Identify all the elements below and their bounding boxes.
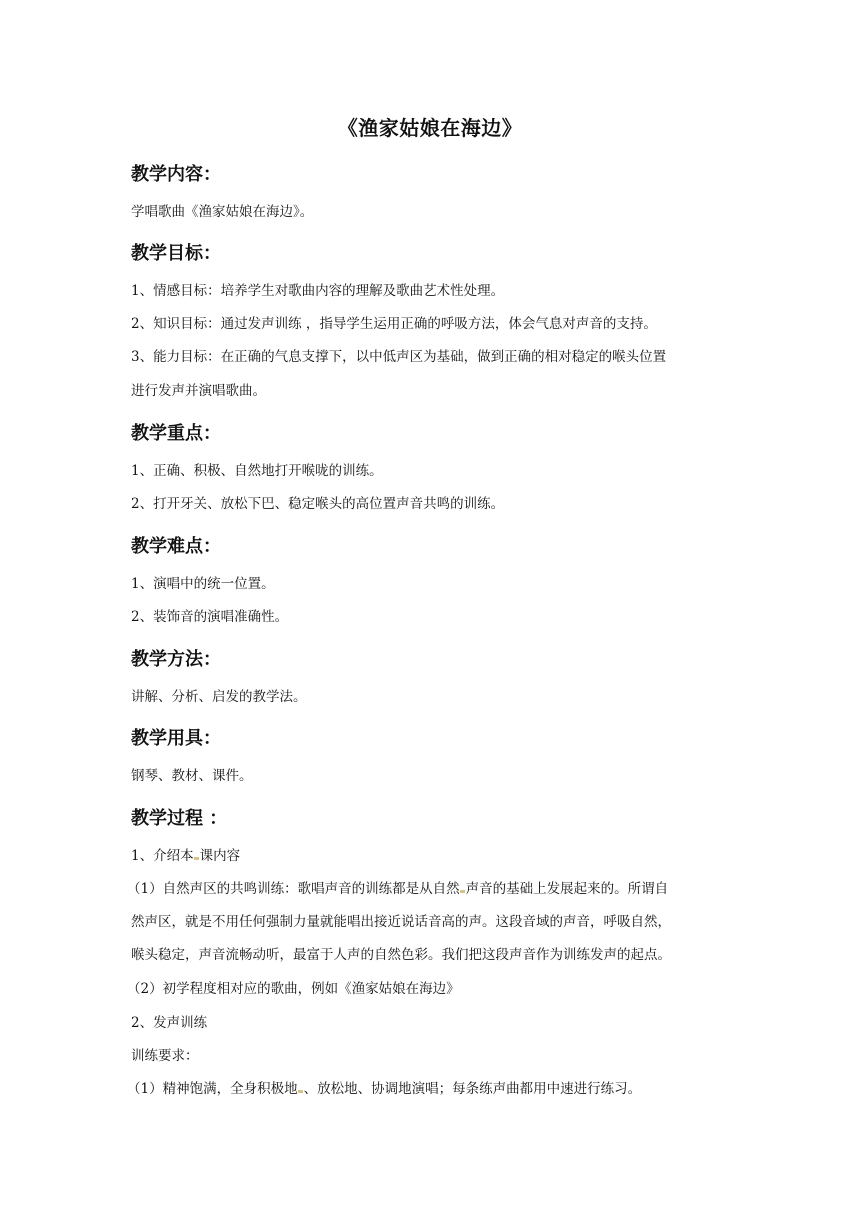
process-para-2: （2）初学程度相对应的歌曲，例如《渔家姑娘在海边》 xyxy=(127,981,460,997)
requirement-line-1-text-a: （1）精神饱满，全身积极地 xyxy=(127,1081,298,1097)
process-para-1-text-a: （1）自然声区的共鸣训练：歌唱声音的训练都是从自然 xyxy=(127,881,460,897)
section-heading-tools: 教学用具： xyxy=(131,728,221,749)
goal-line-3-continued: 进行发声并演唱歌曲。 xyxy=(131,383,266,399)
section-heading-key-points: 教学重点： xyxy=(131,423,221,444)
process-step-1-text-a: 1、介绍本 xyxy=(131,848,194,864)
key-point-line-2: 2、打开牙关、放松下巴、稳定喉头的高位置声音共鸣的训练。 xyxy=(131,496,505,512)
process-step-1 xyxy=(131,846,240,866)
section-heading-content: 教学内容： xyxy=(131,164,221,185)
section-heading-methods: 教学方法： xyxy=(131,649,221,670)
process-para-1-text-b: 声音的基础上发展起来的。所谓自 xyxy=(465,881,669,897)
process-para-1-line-3: 喉头稳定，声音流畅动听，最富于人声的自然色彩。我们把这段声音作为训练发声的起点。 xyxy=(131,947,671,963)
document-title: 《渔家姑娘在海边》 xyxy=(337,116,523,140)
goal-line-2: 2、知识目标：通过发声训练 ，指导学生运用正确的呼吸方法，体会气息对声音的支持。 xyxy=(131,316,657,332)
edit-mark xyxy=(460,890,465,893)
content-line: 学唱歌曲《渔家姑娘在海边》。 xyxy=(131,204,314,220)
requirements-label: 训练要求： xyxy=(131,1048,199,1064)
edit-mark xyxy=(194,857,199,860)
tools-line: 钢琴、教材、课件。 xyxy=(131,768,253,784)
requirement-line-1 xyxy=(127,1079,641,1099)
process-para-1-line-2: 然声区，就是不用任何强制力量就能唱出接近说话音高的声。这段音域的声音，呼吸自然， xyxy=(131,914,671,930)
key-point-line-1: 1、正确、积极、自然地打开喉咙的训练。 xyxy=(131,463,383,479)
process-step-1-text-b: 课内容 xyxy=(199,848,241,864)
section-heading-process: 教学过程 ： xyxy=(131,808,228,829)
goal-line-1: 1、情感目标：培养学生对歌曲内容的理解及歌曲艺术性处理。 xyxy=(131,283,505,299)
goal-line-3: 3、能力目标：在正确的气息支撑下，以中低声区为基础，做到正确的相对稳定的喉头位置 xyxy=(131,349,667,365)
section-heading-difficulties: 教学难点： xyxy=(131,536,221,557)
section-heading-goals: 教学目标： xyxy=(131,243,221,264)
methods-line: 讲解、分析、启发的教学法。 xyxy=(131,689,307,705)
requirement-line-1-text-b: 、放松地、协调地演唱；每条练声曲都用中速进行练习。 xyxy=(303,1081,642,1097)
difficulty-line-2: 2、装饰音的演唱准确性。 xyxy=(131,609,289,625)
difficulty-line-1: 1、演唱中的统一位置。 xyxy=(131,576,275,592)
process-step-2: 2、发声训练 xyxy=(131,1015,208,1031)
edit-mark xyxy=(298,1090,303,1093)
process-para-1-line-1 xyxy=(127,879,668,899)
